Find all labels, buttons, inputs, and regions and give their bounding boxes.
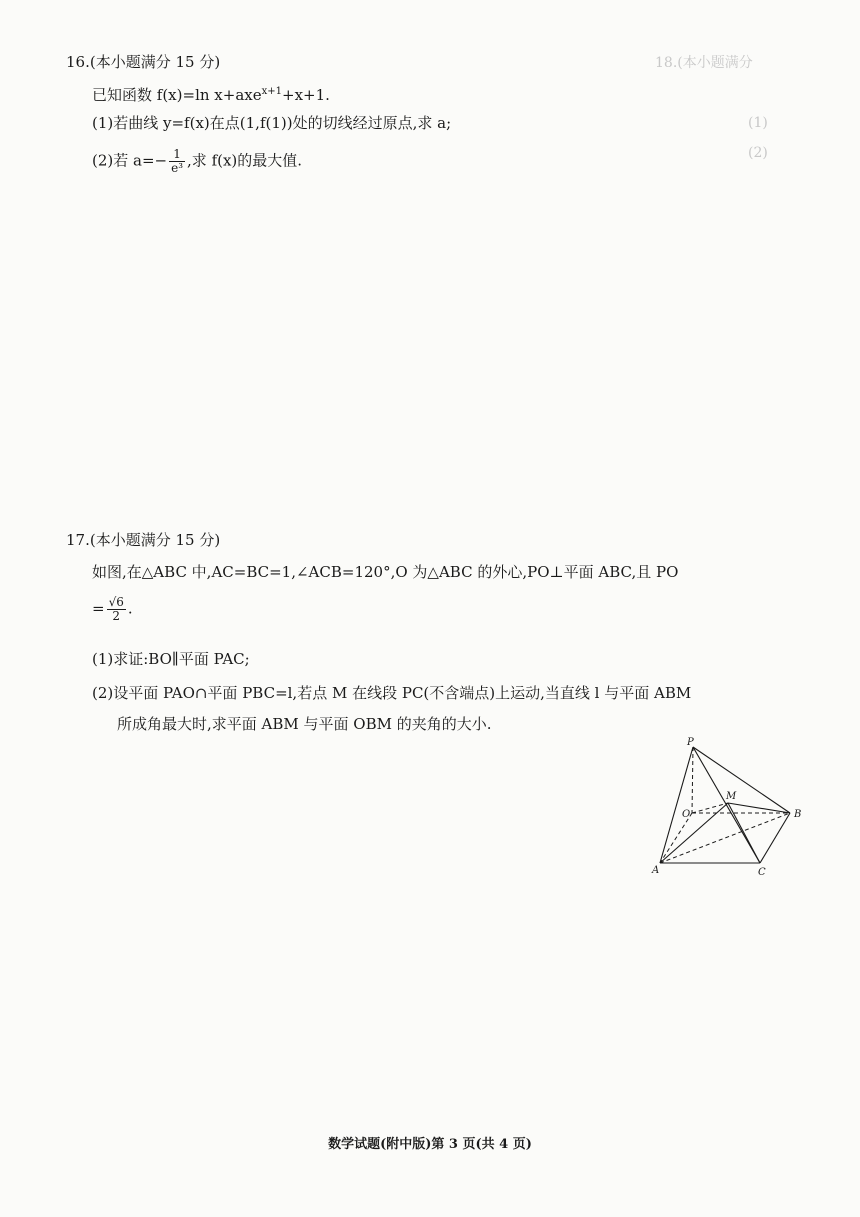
edge-BC (760, 813, 790, 863)
label-C: C (758, 867, 766, 878)
q17-part1: (1)求证:BO∥平面 PAC; (92, 650, 250, 668)
pyramid-figure (640, 735, 820, 880)
q17-stem2-post: . (127, 599, 133, 618)
q16-stem (92, 82, 330, 105)
q17-part2-line1: (2)设平面 PAO∩平面 PBC=l,若点 M 在线段 PC(不含端点)上运动,当直线 l 与平面 ABM (92, 684, 692, 702)
q16-fraction-den: e³ (171, 161, 184, 175)
q17-fraction-den: 2 (112, 609, 121, 623)
q16-part1: (1)若曲线 y=f(x)在点(1,f(1))处的切线经过原点,求 a; (92, 114, 452, 132)
q16-stem-pre: 已知函数 (92, 86, 157, 104)
q16-part2-pre: (2)若 a=− (92, 151, 168, 170)
q16-part2 (92, 148, 302, 175)
q16-fraction (169, 148, 185, 175)
q17-part2-line2: 所成角最大时,求平面 ABM 与平面 OBM 的夹角的大小. (117, 715, 492, 733)
q16-heading: 16.(本小题满分 15 分) (66, 53, 221, 71)
q17-stem-line1: 如图,在△ABC 中,AC=BC=1,∠ACB=120°,O 为△ABC 的外心,PO⊥平面 ABC,且 PO (92, 563, 679, 581)
edge-PB (693, 747, 790, 813)
q16-stem-post: +x+1. (282, 86, 330, 104)
q17-fraction-num: √6 (108, 595, 124, 609)
page-footer: 数学试题(附中版)第 3 页(共 4 页) (328, 1137, 532, 1152)
segment-AB-dashed (660, 813, 790, 863)
q16-fraction-num: 1 (169, 148, 185, 162)
label-A: A (652, 865, 660, 876)
bleed-through-line-3: (2) (748, 145, 768, 161)
segment-MC (728, 803, 760, 863)
label-P: P (687, 737, 694, 748)
segment-MB (728, 803, 790, 813)
q17-fraction (107, 596, 126, 623)
q17-heading: 17.(本小题满分 15 分) (66, 531, 221, 549)
label-O: O (682, 809, 691, 820)
q17-stem-line2 (92, 596, 133, 623)
q17-stem2-pre: = (92, 599, 105, 618)
label-M: M (726, 791, 737, 802)
segment-OA-dashed (660, 813, 692, 863)
bleed-through-line-2: (1) (748, 115, 768, 131)
q16-part2-post: ,求 f(x)的最大值. (187, 151, 303, 170)
edge-PO-dashed (692, 747, 693, 813)
q16-stem-exponent: x+1 (261, 86, 282, 97)
label-B: B (794, 809, 802, 820)
q16-stem-func: f(x)=ln x+axe (156, 86, 262, 104)
edge-PA (660, 747, 693, 863)
bleed-through-line-1: 18.(本小题满分 (655, 55, 753, 71)
